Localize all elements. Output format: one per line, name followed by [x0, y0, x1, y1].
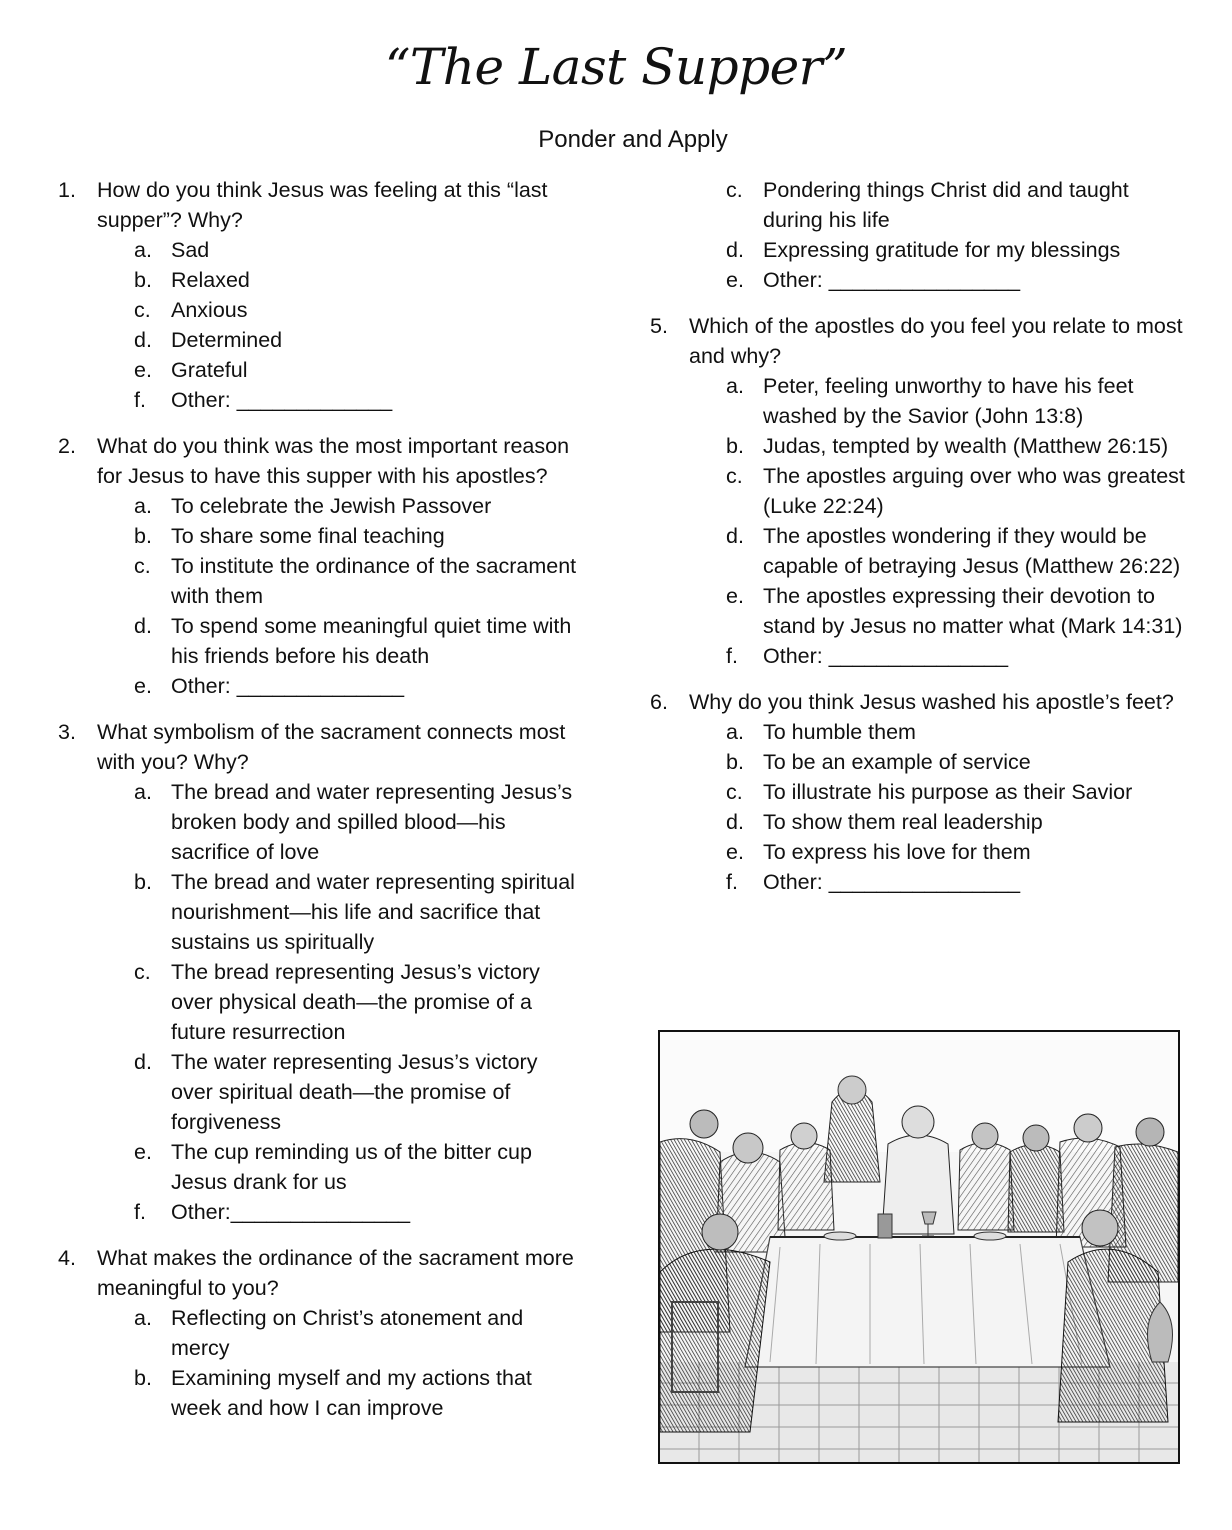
option-letter: f. — [726, 644, 738, 668]
option-item — [689, 581, 1190, 641]
option-text: Other: ________________ — [763, 870, 1021, 894]
option-item — [97, 265, 578, 295]
question-4-continued — [650, 175, 1190, 295]
option-letter: e. — [726, 584, 744, 608]
option-letter: e. — [134, 358, 152, 382]
option-item — [97, 957, 578, 1047]
option-text: Sad — [171, 238, 210, 262]
question-number: 4. — [58, 1246, 76, 1270]
page-title: “The Last Supper” — [384, 38, 848, 96]
question-text: What do you think was the most important reason for Jesus to have this supper with his apostles? — [97, 434, 570, 488]
option-item — [689, 777, 1190, 807]
option-letter: b. — [134, 870, 152, 894]
option-item — [97, 385, 578, 415]
question-number: 6. — [650, 690, 668, 714]
option-text: Other: _______________ — [763, 644, 1009, 668]
option-text: The apostles wondering if they would be capable of betraying Jesus (Matthew 26:22) — [763, 524, 1181, 578]
option-letter: e. — [134, 674, 152, 698]
option-item — [689, 641, 1190, 671]
option-text: To humble them — [763, 720, 916, 744]
option-item — [97, 867, 578, 957]
option-letter: d. — [726, 810, 744, 834]
option-text: Grateful — [171, 358, 248, 382]
right-column — [650, 175, 1190, 913]
option-letter: c. — [726, 780, 743, 804]
page-subtitle: Ponder and Apply — [538, 126, 728, 153]
option-letter: a. — [134, 238, 152, 262]
question-number: 1. — [58, 178, 76, 202]
question-text: Why do you think Jesus washed his apostle’s feet? — [689, 690, 1174, 714]
option-letter: e. — [134, 1140, 152, 1164]
question-2 — [58, 431, 578, 701]
option-text: To institute the ordinance of the sacrament with them — [171, 554, 577, 608]
option-letter: a. — [134, 780, 152, 804]
question-text: Which of the apostles do you feel you relate to most and why? — [689, 314, 1183, 368]
option-item — [97, 551, 578, 611]
option-text: Examining myself and my actions that week and how I can improve — [171, 1366, 532, 1420]
option-item — [97, 295, 578, 325]
option-item — [689, 747, 1190, 777]
option-list — [97, 777, 578, 1227]
option-item — [97, 1047, 578, 1137]
option-item — [689, 807, 1190, 837]
option-text: Pondering things Christ did and taught during his life — [763, 178, 1129, 232]
option-item — [689, 717, 1190, 747]
question-number: 5. — [650, 314, 668, 338]
option-item — [97, 1363, 578, 1423]
option-item — [97, 1197, 578, 1227]
option-text: To celebrate the Jewish Passover — [171, 494, 492, 518]
option-letter: c. — [726, 464, 743, 488]
option-text: To express his love for them — [763, 840, 1031, 864]
option-item — [689, 461, 1190, 521]
option-letter: d. — [726, 238, 744, 262]
option-letter: d. — [134, 1050, 152, 1074]
question-text: What makes the ordinance of the sacrament more meaningful to you? — [97, 1246, 574, 1300]
option-item — [97, 325, 578, 355]
question-text: How do you think Jesus was feeling at this “last supper”? Why? — [97, 178, 548, 232]
option-item — [97, 1137, 578, 1197]
option-item — [689, 837, 1190, 867]
option-letter: b. — [134, 1366, 152, 1390]
option-letter: c. — [726, 178, 743, 202]
question-5 — [650, 311, 1190, 671]
option-letter: f. — [134, 388, 146, 412]
option-item — [97, 355, 578, 385]
last-supper-engraving — [660, 1032, 1178, 1462]
option-item — [97, 777, 578, 867]
option-text: Peter, feeling unworthy to have his feet washed by the Savior (John 13:8) — [763, 374, 1134, 428]
option-text: To show them real leadership — [763, 810, 1043, 834]
option-text: To illustrate his purpose as their Savior — [763, 780, 1133, 804]
option-list — [97, 1303, 578, 1423]
option-letter: b. — [134, 524, 152, 548]
option-letter: f. — [726, 870, 738, 894]
option-item — [97, 491, 578, 521]
option-text: The apostles expressing their devotion to stand by Jesus no matter what (Mark 14:31) — [763, 584, 1183, 638]
option-letter: c. — [134, 554, 151, 578]
option-item — [689, 431, 1190, 461]
option-text: The bread and water representing Jesus’s broken body and spilled blood—his sacrifice of love — [171, 780, 573, 864]
option-text: The bread representing Jesus’s victory over physical death—the promise of a future resurrection — [171, 960, 540, 1044]
option-item — [97, 235, 578, 265]
option-letter: a. — [726, 720, 744, 744]
option-item — [97, 611, 578, 671]
option-letter: d. — [726, 524, 744, 548]
option-letter: e. — [726, 268, 744, 292]
last-supper-illustration — [658, 1030, 1180, 1464]
option-text: The apostles arguing over who was greatest (Luke 22:24) — [763, 464, 1185, 518]
option-text: Judas, tempted by wealth (Matthew 26:15) — [763, 434, 1169, 458]
option-item — [97, 521, 578, 551]
option-letter: f. — [134, 1200, 146, 1224]
option-text: Expressing gratitude for my blessings — [763, 238, 1121, 262]
option-text: The cup reminding us of the bitter cup Jesus drank for us — [171, 1140, 532, 1194]
question-number: 3. — [58, 720, 76, 744]
option-letter: b. — [726, 434, 744, 458]
question-number: 2. — [58, 434, 76, 458]
left-column — [58, 175, 578, 1439]
question-3 — [58, 717, 578, 1227]
option-list — [97, 235, 578, 415]
option-item — [689, 867, 1190, 897]
question-1 — [58, 175, 578, 415]
option-text: Relaxed — [171, 268, 250, 292]
option-letter: e. — [726, 840, 744, 864]
option-text: The bread and water representing spiritual nourishment—his life and sacrifice that sustains us spiritually — [171, 870, 575, 954]
option-item — [97, 671, 578, 701]
option-text: The water representing Jesus’s victory over spiritual death—the promise of forgiveness — [171, 1050, 538, 1134]
option-text: Other:_______________ — [171, 1200, 411, 1224]
option-list — [689, 175, 1190, 295]
option-letter: b. — [134, 268, 152, 292]
option-text: To share some final teaching — [171, 524, 445, 548]
option-letter: c. — [134, 298, 151, 322]
question-4 — [58, 1243, 578, 1423]
option-letter: a. — [134, 494, 152, 518]
option-text: Other: _____________ — [171, 388, 393, 412]
question-6 — [650, 687, 1190, 897]
option-text: Reflecting on Christ’s atonement and mercy — [171, 1306, 524, 1360]
option-list — [689, 371, 1190, 671]
option-letter: b. — [726, 750, 744, 774]
option-text: Determined — [171, 328, 283, 352]
option-letter: a. — [134, 1306, 152, 1330]
option-text: Anxious — [171, 298, 248, 322]
option-letter: d. — [134, 614, 152, 638]
option-text: Other: ________________ — [763, 268, 1021, 292]
option-list — [97, 491, 578, 701]
option-text: To be an example of service — [763, 750, 1031, 774]
option-item — [97, 1303, 578, 1363]
option-item — [689, 265, 1190, 295]
option-letter: c. — [134, 960, 151, 984]
option-letter: d. — [134, 328, 152, 352]
option-list — [689, 717, 1190, 897]
option-item — [689, 521, 1190, 581]
option-item — [689, 235, 1190, 265]
option-text: Other: ______________ — [171, 674, 405, 698]
option-item — [689, 371, 1190, 431]
option-letter: a. — [726, 374, 744, 398]
option-item — [689, 175, 1190, 235]
option-text: To spend some meaningful quiet time with his friends before his death — [171, 614, 572, 668]
question-text: What symbolism of the sacrament connects most with you? Why? — [97, 720, 566, 774]
